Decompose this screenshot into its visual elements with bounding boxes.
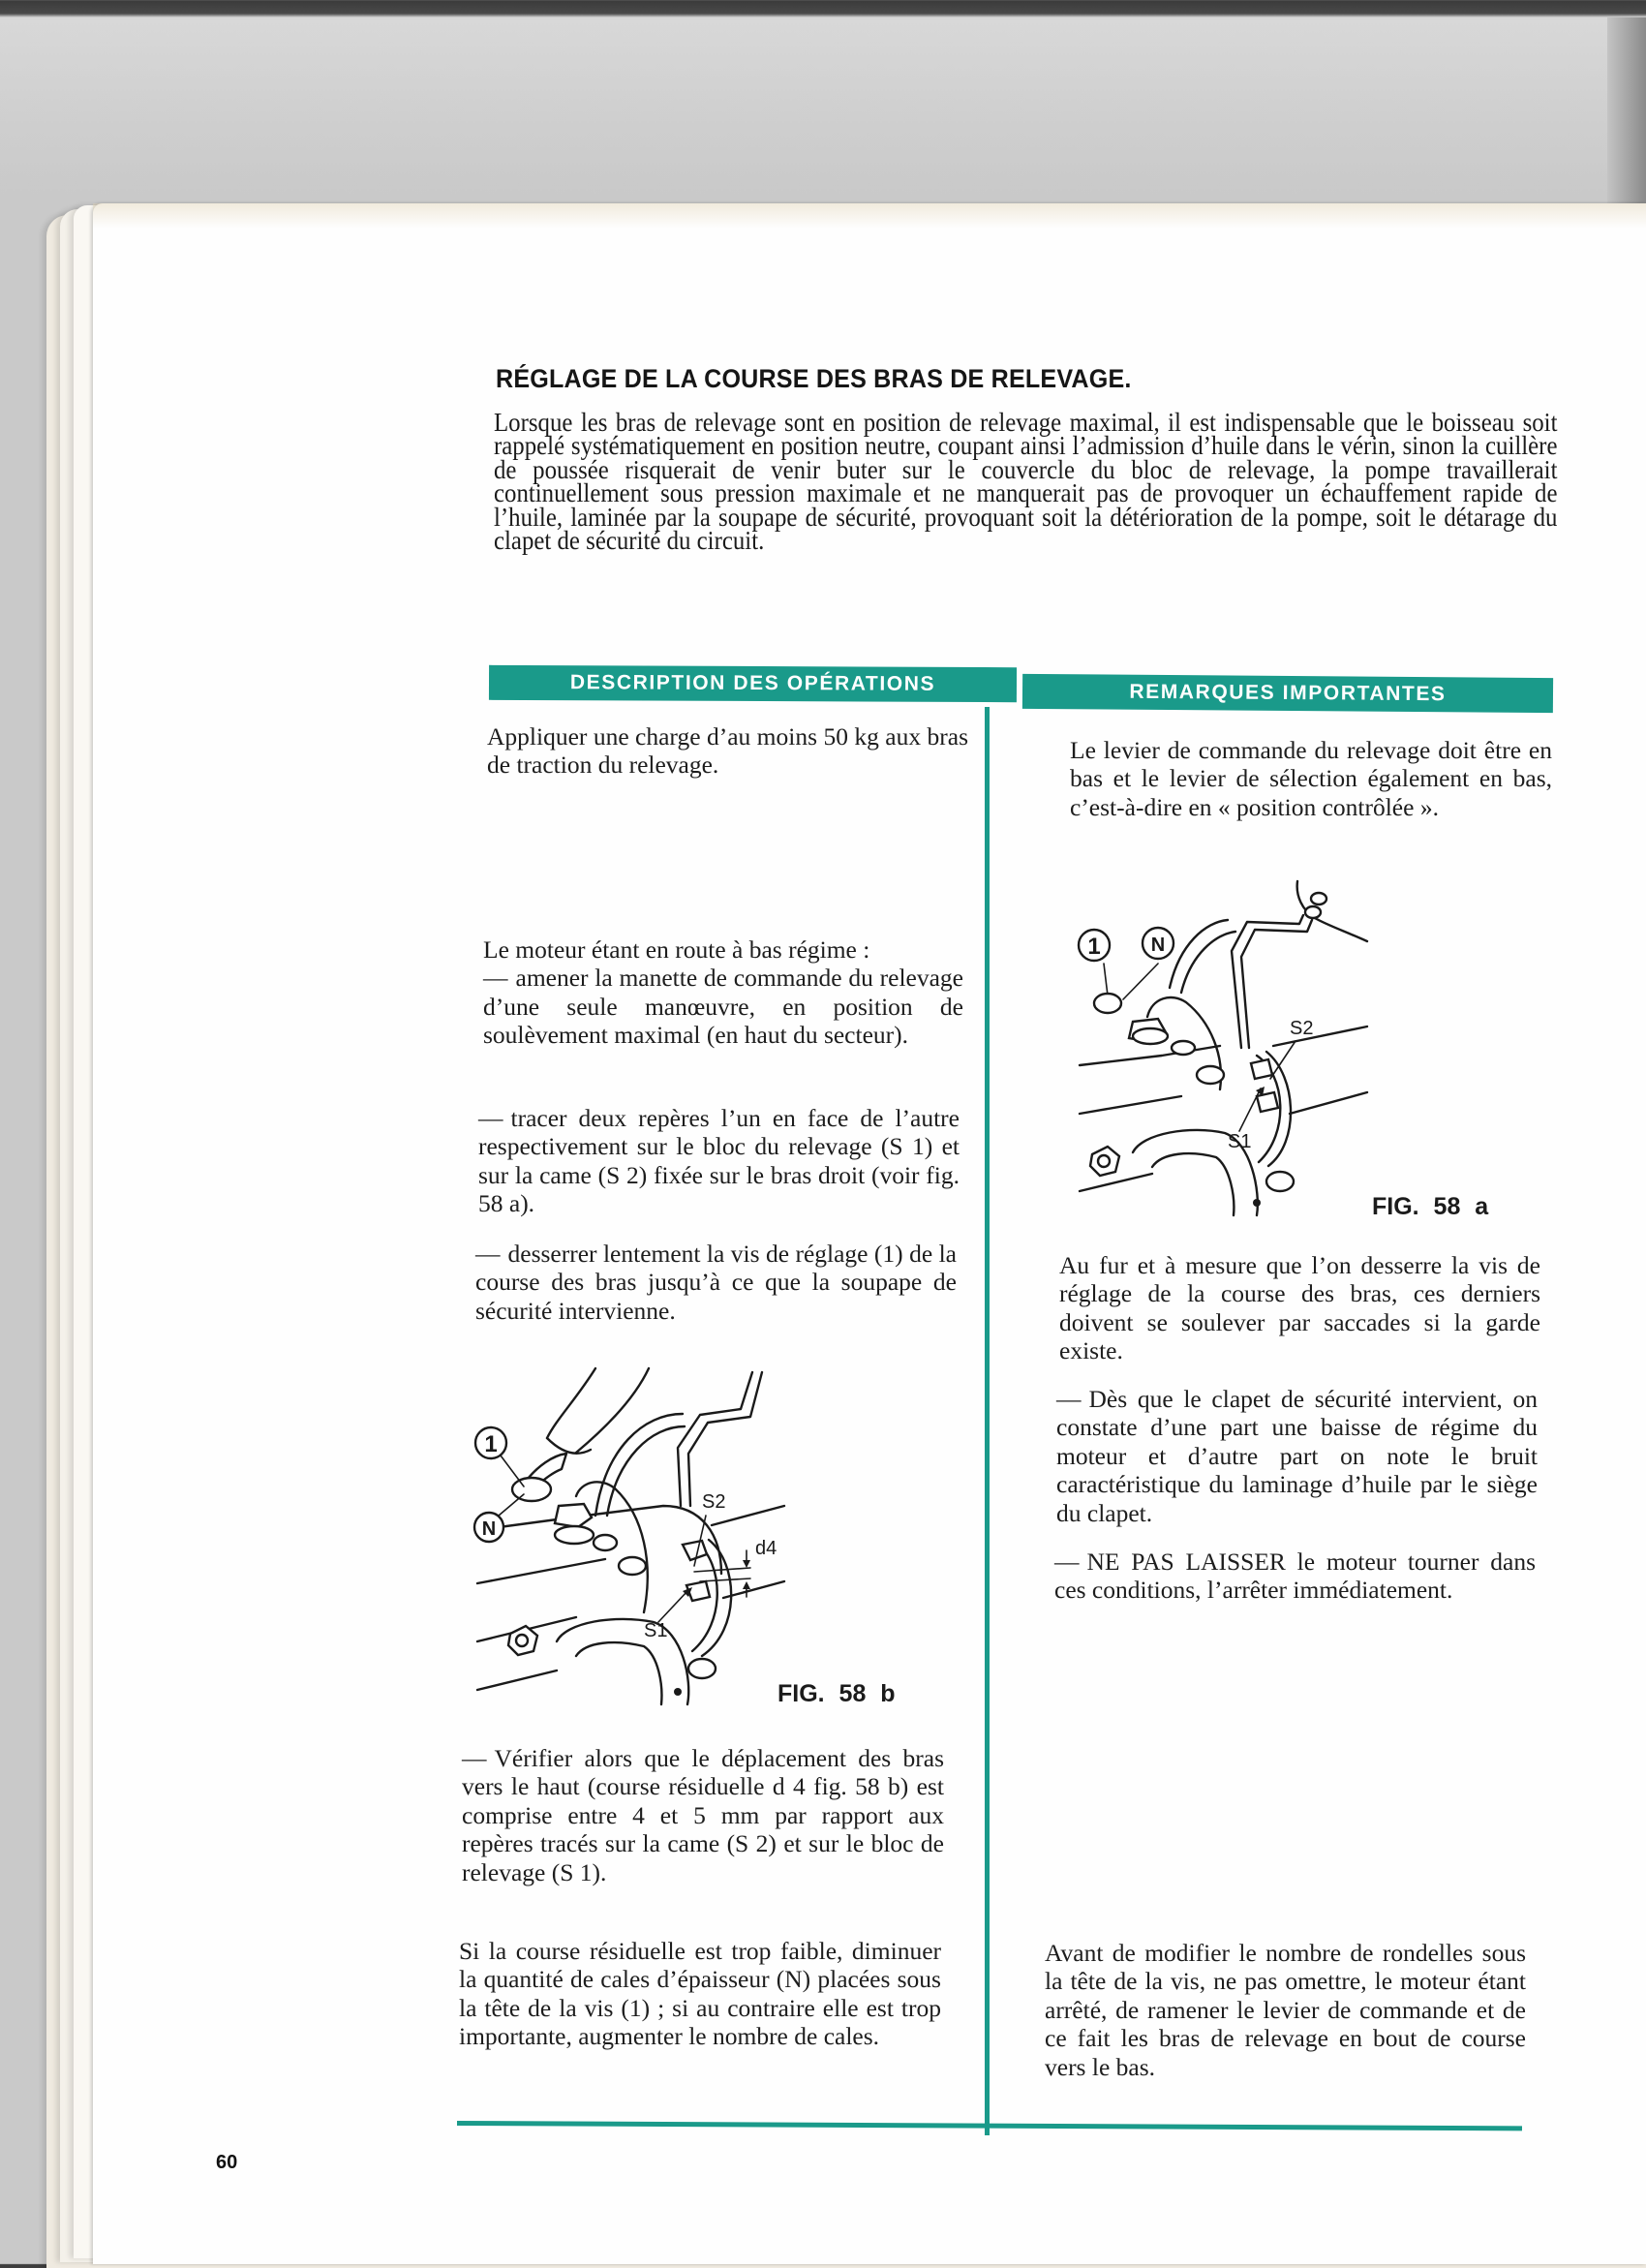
svg-text:N: N — [1150, 935, 1166, 956]
figure-58a-callout-1 — [1079, 930, 1110, 961]
figure-58b-callout-1 — [475, 1427, 506, 1458]
figure-58a-callout-n — [1143, 928, 1174, 959]
page-number: 60 — [216, 2152, 238, 2173]
remark-lever-position — [1070, 736, 1552, 821]
column-header-operations-label: DESCRIPTION DES OPÉRATIONS — [569, 671, 936, 695]
figure-58b-caption: FIG. 58 b — [777, 1680, 896, 1707]
column-header-remarks-label: REMARQUES IMPORTANTES — [1129, 680, 1447, 706]
svg-text:1: 1 — [1087, 934, 1101, 960]
operation-step-verify-text: Vérifier alors que le déplacement des bras vers le haut (course résiduelle d 4 fig. 58 b) est comprise entre 4 et 5 mm par rapport aux repères tracés sur la came (S 2) et sur le bloc de relevage (S 1). — [462, 1744, 944, 1886]
dash: — — [483, 964, 508, 993]
dash: — — [475, 1240, 501, 1268]
scanner-shadow — [1607, 17, 1646, 221]
operation-step-marks-text: tracer deux repères l’un en face de l’autre respectivement sur le bloc du relevage (S 1) et sur la came (S 2) fixée sur le bras droit (voir fig. 58 a). — [478, 1104, 960, 1218]
remark-saccades — [1059, 1251, 1540, 1365]
figure-58b-label-s1: S1 — [644, 1620, 668, 1641]
operation-step-load — [487, 722, 968, 780]
remark-shims — [1045, 1939, 1526, 2081]
remark-safety-valve-text: Dès que le clapet de sécurité intervient, on constate d’une part une baisse de régime du moteur et d’autre part on note le bruit caractéristique du laminage d’huile par le siège du clapet. — [1056, 1385, 1538, 1527]
figure-58a-label-s1: S1 — [1228, 1131, 1252, 1152]
operation-step-raise-text: amener la manette de commande du relevage d’une seule manœuvre, en position de soulèvement maximal (en haut du secteur). — [483, 964, 963, 1050]
column-header-remarks — [1022, 674, 1553, 713]
operation-step-marks — [478, 1104, 960, 1218]
dash: — — [1054, 1548, 1080, 1576]
figure-58b-drawing — [477, 1368, 784, 1704]
remark-warning-text: le moteur tourner dans ces conditions, l’arrêter immédiatement. — [1054, 1548, 1536, 1605]
figure-58b-label-d4: d4 — [755, 1538, 777, 1559]
intro-paragraph: Lorsque les bras de relevage sont en position de relevage maximal, il est indispensable que le boisseau soit rappelé systématiquement en position neutre, coupant ainsi l’admission d’huile dans le vérin, sinon la cuillère de poussée risquerait de venir buter sur le couvercle du bloc de relevage, la pompe travaillerait continuellement sous pression maximale et ne manquerait pas de provoquer un échauffement rapide de l’huile, laminée par la soupape de sécurité, provoquant soit la détérioration de la pompe, soit le détarage du clapet de sécurité du circuit. — [494, 408, 1558, 556]
svg-text:1: 1 — [484, 1431, 498, 1457]
dash: — — [462, 1744, 487, 1772]
operation-step-load-text: Appliquer une charge d’au moins 50 kg aux bras de traction du relevage. — [487, 722, 968, 780]
operation-step-loosen-text: desserrer lentement la vis de réglage (1) de la course des bras jusqu’à ce que la soupape de sécurité intervienne. — [475, 1240, 957, 1325]
remark-warning-emphasis: NE PAS LAISSER — [1086, 1548, 1286, 1576]
page-edge-stain — [93, 203, 1646, 229]
figure-58a-drawing — [1080, 881, 1367, 1215]
figure-58a-caption: FIG. 58 a — [1372, 1193, 1489, 1220]
figure-58b-callout-n — [474, 1513, 503, 1542]
section-title: RÉGLAGE DE LA COURSE DES BRAS DE RELEVAGE. — [496, 364, 1132, 393]
figure-58b-illustration — [470, 1361, 789, 1709]
dash: — — [478, 1104, 503, 1132]
column-divider — [985, 707, 990, 2135]
remark-lever-position-text: Le levier de commande du relevage doit être en bas et le levier de sélection également en bas, c’est-à-dire en « position contrôlée ». — [1070, 736, 1552, 821]
operation-step-raise — [483, 935, 963, 1050]
column-header-operations — [489, 665, 1017, 702]
operation-step-shims-text: Si la course résiduelle est trop faible, diminuer la quantité de cales d’épaisseur (N) placées sous la tête de la vis (1) ; si au contraire elle est trop importante, augmenter le nombre de cales. — [459, 1937, 941, 2051]
figure-58a-label-s2: S2 — [1290, 1018, 1314, 1039]
figure-58a-illustration — [1065, 872, 1375, 1220]
operation-step-loosen — [475, 1240, 957, 1325]
operation-step-shims — [459, 1937, 941, 2051]
dash: — — [1056, 1385, 1082, 1413]
remark-safety-valve — [1056, 1385, 1538, 1527]
remark-saccades-text: Au fur et à mesure que l’on desserre la vis de réglage de la course des bras, ces derniers doivent se soulever par saccades si la garde existe. — [1059, 1251, 1540, 1365]
figure-58b-label-s2: S2 — [702, 1491, 726, 1513]
operation-step-verify — [462, 1744, 944, 1886]
remark-warning — [1054, 1548, 1536, 1605]
remark-shims-text: Avant de modifier le nombre de rondelles sous la tête de la vis, ne pas omettre, le moteur étant arrêté, de ramener le levier de commande et de ce fait les bras de relevage en bout de course vers le bas. — [1045, 1939, 1526, 2081]
svg-text:N: N — [481, 1518, 497, 1540]
operation-step-raise-intro: Le moteur étant en route à bas régime : — [483, 935, 870, 964]
